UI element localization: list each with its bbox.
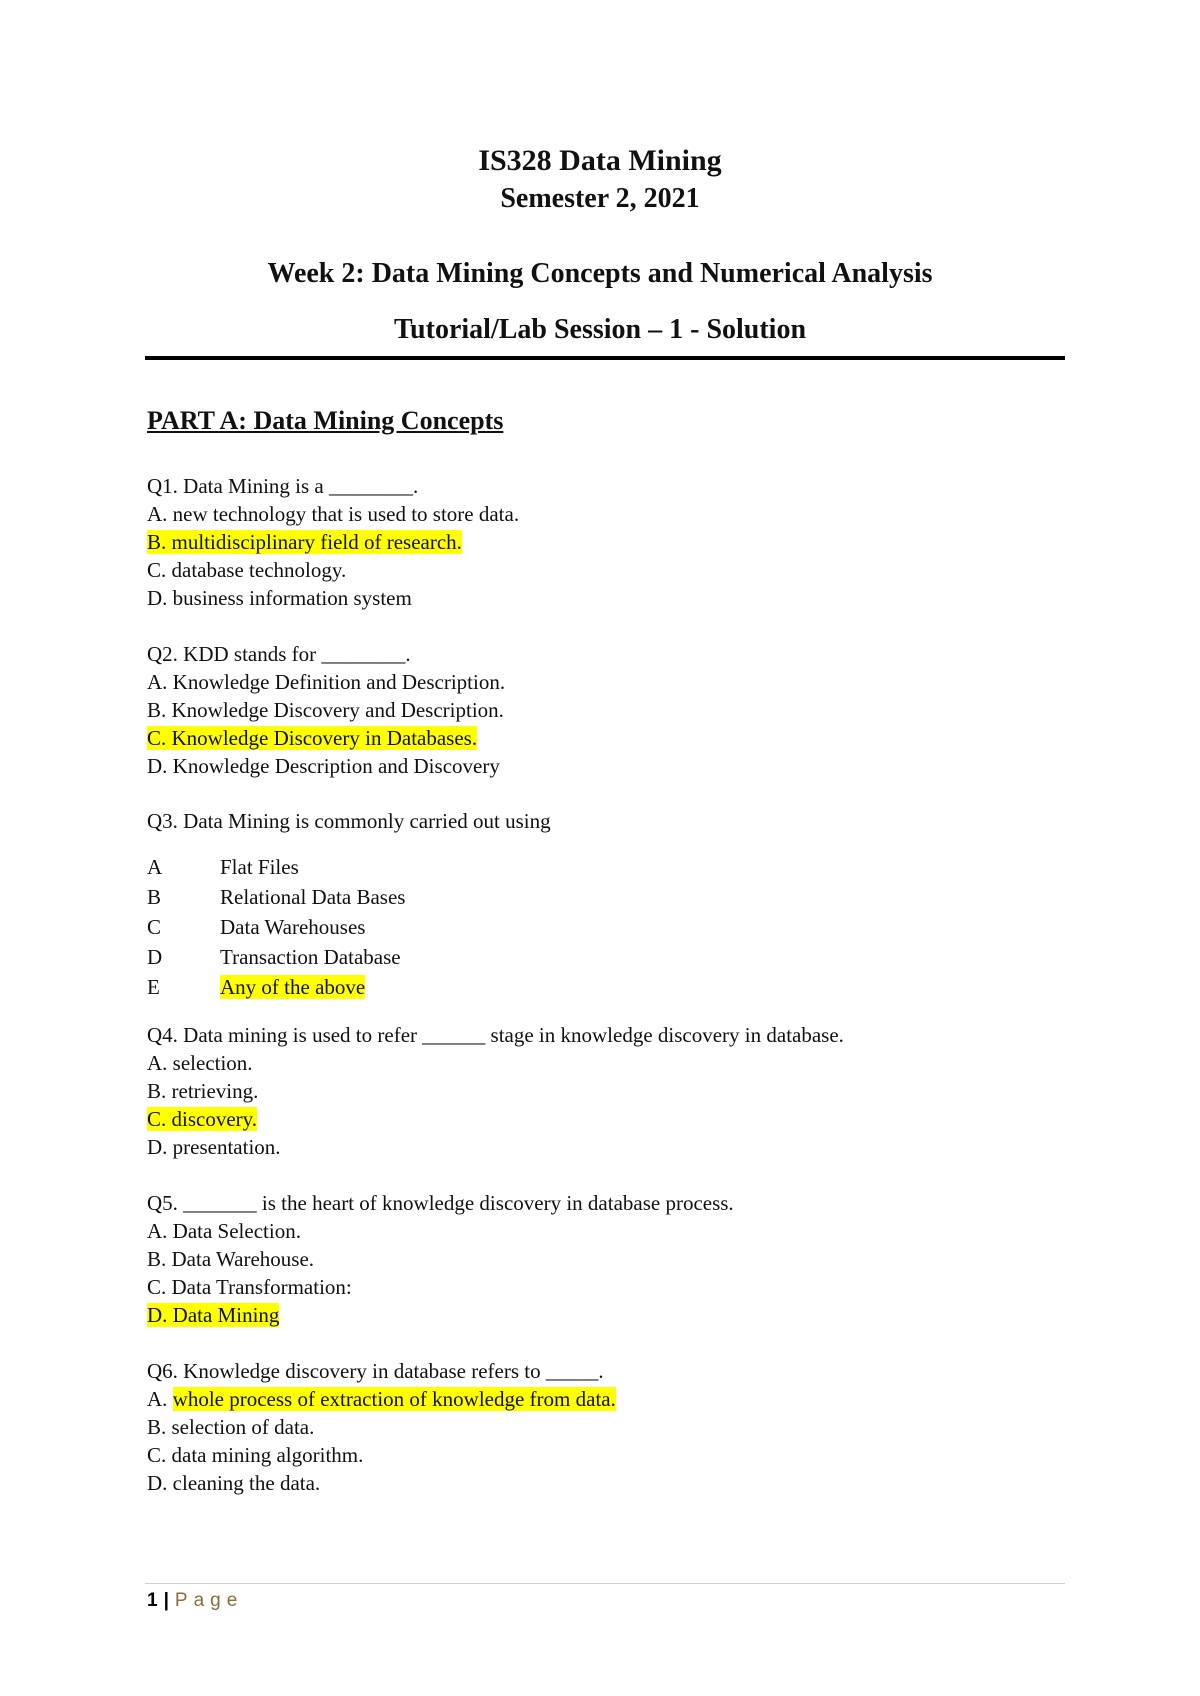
q1-answer-highlight: B. multidisciplinary field of research. xyxy=(147,530,462,554)
week-heading: Week 2: Data Mining Concepts and Numerical Analysis xyxy=(267,258,933,289)
q5-option-d xyxy=(147,1302,279,1328)
page-number: 1 xyxy=(147,1590,158,1611)
q6-option-c: C. data mining algorithm. xyxy=(147,1443,364,1467)
q4-answer-highlight: C. discovery. xyxy=(147,1107,258,1131)
footer-divider xyxy=(145,1583,1065,1584)
q6-option-d: D. cleaning the data. xyxy=(147,1471,321,1495)
q1-option-d: D. business information system xyxy=(147,586,412,610)
title-divider xyxy=(145,356,1065,360)
q5-option-c: C. Data Transformation: xyxy=(147,1275,352,1299)
q6-answer-highlight: whole process of extraction of knowledge from data. xyxy=(172,1387,616,1411)
q2-option-d: D. Knowledge Description and Discovery xyxy=(147,754,500,778)
q3-option-text: Flat Files xyxy=(220,855,299,879)
q5-answer-highlight: D. Data Mining xyxy=(147,1303,280,1327)
footer-separator: | xyxy=(163,1590,169,1611)
q6-option-a xyxy=(147,1386,616,1412)
q6-option-b: B. selection of data. xyxy=(147,1415,315,1439)
question-2: Q2. KDD stands for ________. xyxy=(147,642,411,666)
q2-option-b: B. Knowledge Discovery and Description. xyxy=(147,698,504,722)
question-1: Q1. Data Mining is a ________. xyxy=(147,474,419,498)
q3-option-letter: A xyxy=(147,855,163,879)
q4-option-b: B. retrieving. xyxy=(147,1079,259,1103)
q5-option-a: A. Data Selection. xyxy=(147,1219,301,1243)
document-title: IS328 Data Mining xyxy=(478,144,722,177)
page-label: Page xyxy=(174,1590,244,1611)
question-4: Q4. Data mining is used to refer ______ stage in knowledge discovery in database. xyxy=(147,1023,844,1047)
q2-option-c xyxy=(147,725,477,751)
session-heading: Tutorial/Lab Session – 1 - Solution xyxy=(393,314,807,345)
semester-heading: Semester 2, 2021 xyxy=(500,183,700,214)
page-footer xyxy=(147,1590,243,1612)
q1-option-c: C. database technology. xyxy=(147,558,347,582)
q4-option-a: A. selection. xyxy=(147,1051,253,1075)
q3-option-text: Data Warehouses xyxy=(220,915,366,939)
q4-option-c xyxy=(147,1106,257,1132)
question-3: Q3. Data Mining is commonly carried out using xyxy=(147,809,551,833)
section-heading: PART A: Data Mining Concepts xyxy=(147,406,504,435)
q2-answer-highlight: C. Knowledge Discovery in Databases. xyxy=(147,726,478,750)
question-5: Q5. _______ is the heart of knowledge discovery in database process. xyxy=(147,1191,734,1215)
q5-option-b: B. Data Warehouse. xyxy=(147,1247,315,1271)
q1-option-b xyxy=(147,529,462,555)
q3-option-letter: D xyxy=(147,945,163,969)
q3-option-text: Relational Data Bases xyxy=(220,885,406,909)
q4-option-d: D. presentation. xyxy=(147,1135,281,1159)
q6-option-a-prefix: A. xyxy=(147,1387,173,1411)
q3-option-text xyxy=(220,974,365,1000)
q2-option-a: A. Knowledge Definition and Description. xyxy=(147,670,506,694)
q3-option-letter: E xyxy=(147,975,160,999)
q3-option-letter: C xyxy=(147,915,162,939)
q1-option-a: A. new technology that is used to store data. xyxy=(147,502,520,526)
q3-answer-highlight: Any of the above xyxy=(220,975,366,999)
q3-option-text: Transaction Database xyxy=(220,945,401,969)
q3-option-letter: B xyxy=(147,885,162,909)
question-6: Q6. Knowledge discovery in database refers to _____. xyxy=(147,1359,604,1383)
